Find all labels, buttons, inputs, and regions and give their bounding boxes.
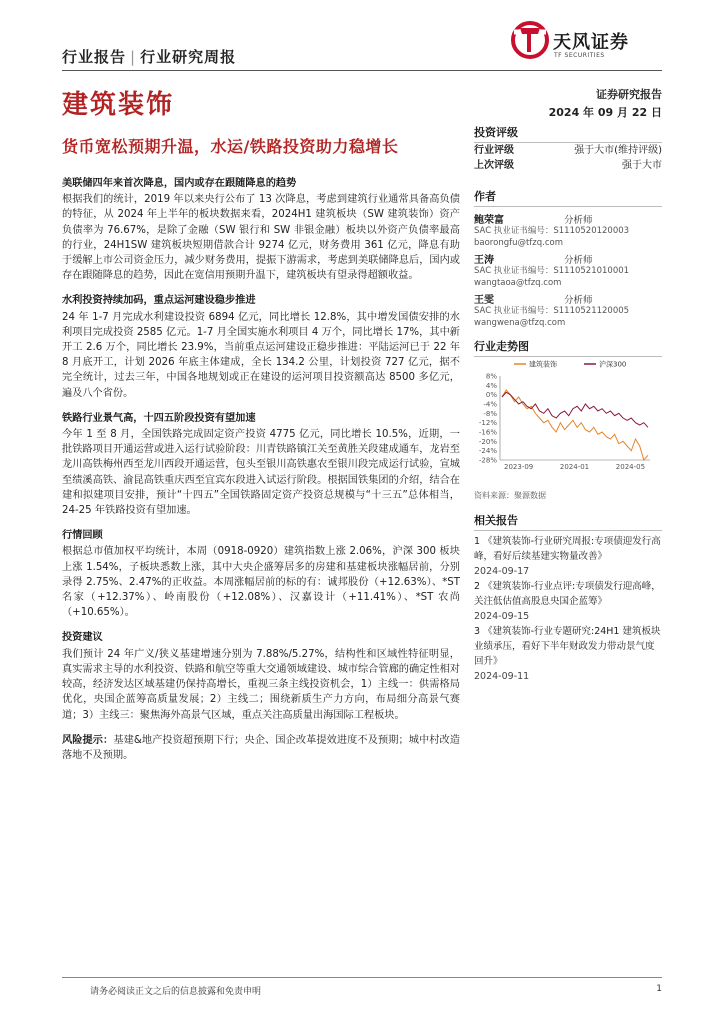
footer-divider: [62, 977, 662, 978]
authors-panel: [474, 188, 662, 329]
rating-panel: [474, 124, 662, 173]
section-heading: 铁路行业景气高，十四五阶段投资有望加速: [62, 412, 256, 424]
risk-label: 风险提示：: [62, 734, 114, 746]
trend-heading: 行业走势图: [474, 338, 662, 357]
rating-value: 强于大市: [622, 160, 662, 171]
industry-title: 建筑装饰: [62, 90, 175, 120]
author-cert: SAC 执业证书编号：S1110520120003: [474, 226, 630, 236]
section-fed-cut: [62, 176, 460, 283]
related-item-title[interactable]: 1 《建筑装饰-行业研究周报:专项债迎发行高峰，看好后续基建实物量改善》: [474, 536, 661, 562]
trend-chart: [474, 356, 662, 476]
crumb-report-subtype: 行业研究周报: [140, 48, 237, 66]
section-body: 我们预计 24 年广义/狭义基建增速分别为 7.88%/5.27%，结构性和区域性特征明显，真实需求主导的水利投资、铁路和航空等重大交通领域建设、城市综合管廊的确定性相对较高，经济发达区域基建仍保持高增长，重视三条主线投资机会，1）主线一：供需格局优化，央国企蓝筹高质量发展；2）主线二；围绕新质生产力方向，布局细分高景气赛道；3）主线三：聚焦海外高景气区域，重点关注高质量出海国际工程板块。: [62, 648, 460, 721]
related-item[interactable]: [474, 624, 662, 684]
logo-name: 天风证券: [553, 32, 629, 53]
series-line: [502, 390, 648, 460]
header-divider: [62, 70, 662, 71]
section-heading: 行情回顾: [62, 530, 103, 542]
y-tick-label: -24%: [478, 447, 497, 456]
y-tick-label: -20%: [478, 437, 497, 446]
rating-key: 上次评级: [474, 160, 514, 171]
trend-panel: [474, 338, 662, 357]
related-item-date: 2024-09-15: [474, 611, 530, 622]
chart-source: 资料来源：聚源数据: [474, 491, 546, 500]
related-item-title[interactable]: 3 《建筑装饰-行业专题研究:24H1 建筑板块业绩承压，看好下半年财政发力带动景气度回升》: [474, 626, 661, 667]
x-tick-label: 2024-01: [559, 463, 590, 471]
section-body: 根据总市值加权平均统计，本周（0918-0920）建筑指数上涨 2.06%，沪深 300 板块上涨 1.54%，子板块悉数上涨，其中大央企盛筹居多的房建和基建板块涨幅居前，分别录得 2.75%、2.47%的正收益。本周涨幅居前的标的有：诚邦股份（+12.63%）、*ST 名家（+12.37%）、岭南股份（+12.08%）、汉嘉设计（+11.41%）、*ST 农尚（+10.65%）。: [62, 546, 460, 619]
related-heading: 相关报告: [474, 512, 662, 531]
related-item[interactable]: [474, 579, 662, 624]
section-heading: 美联储四年来首次降息，国内或存在跟随降息的趋势: [62, 178, 297, 189]
author-card: [474, 211, 662, 249]
crumb-report-category: 行业报告: [62, 48, 127, 66]
y-tick-label: -12%: [478, 419, 497, 428]
report-title: 货币宽松预期升温，水运/铁路投资助力稳增长: [62, 137, 399, 156]
rating-heading: 投资评级: [474, 124, 662, 143]
author-name: 王涛: [474, 255, 494, 266]
x-tick-label: 2024-05: [615, 463, 646, 471]
section-heading: 投资建议: [62, 632, 103, 644]
logo-english: TF SECURITIES: [554, 52, 605, 59]
section-body: 根据我们的统计，2019 年以来央行公布了 13 次降息，考虑到建筑行业通常具备高负债的特征，从 2024 年上半年的板块数据来看，2024H1 建筑板块（SW 建筑装饰）资产负债率为 76.67%，是除了金融（SW 银行和 SW 非银金融）板块以外资产负债率最高的行业，24H1SW 建筑板块短期借款合计 9274 亿元，财务费用 361 亿元，降息有助于缓解上市公司资金压力，减少财务费用，提振下游需求，考虑到美联储降息后，国内或存在跟随降息的趋势，因此在宽信用预期升温下，建筑板块有望录得超额收益。: [62, 194, 460, 282]
related-item-date: 2024-09-11: [474, 671, 530, 682]
section-heading: 水利投资持续加码，重点运河建设稳步推进: [62, 295, 256, 307]
author-name: 王雯: [474, 295, 494, 306]
series-line: [502, 392, 648, 427]
page-number: 1: [656, 984, 662, 994]
author-cert: SAC 执业证书编号：S1110521010001: [474, 266, 630, 276]
report-date: 2024 年 09 月 22 日: [548, 106, 662, 119]
author-role: 分析师: [564, 215, 593, 226]
risk-warning: [62, 733, 460, 763]
company-logo: [508, 14, 668, 64]
rating-value: 强于大市(维持评级): [574, 145, 662, 156]
section-water-investment: [62, 293, 460, 400]
section-railway: [62, 411, 460, 518]
risk-body: 基建&地产投资超预期下行；央企、国企改革提效进度不及预期；城中村改造落地不及预期。: [62, 734, 460, 761]
x-tick-label: 2023-09: [504, 463, 534, 471]
section-investment-advice: [62, 630, 460, 722]
author-cert: SAC 执业证书编号：S1110521120005: [474, 306, 630, 316]
author-role: 分析师: [564, 295, 593, 306]
author-role: 分析师: [564, 255, 593, 266]
section-market-review: [62, 528, 460, 620]
logo-mark-icon: [508, 18, 552, 62]
crumb-separator: |: [130, 48, 137, 66]
author-card: [474, 251, 662, 289]
y-tick-label: 0%: [485, 391, 497, 400]
y-tick-label: -8%: [483, 409, 497, 418]
section-body: 今年 1 至 8 月，全国铁路完成固定资产投资 4775 亿元，同比增长 10.5%，近期，一批铁路项目开通运营或进入运行试验阶段：川青铁路镇江关至黄胜关段建成通车，龙岩至龙川高铁梅州西至龙川西段开通运营，包头至银川高铁惠农至银川段完成运行试验，宣城至绩溪高铁、渝昆高铁重庆西至宜宾东段进入试运行阶段。根据国铁集团的介绍，结合在建和拟建项目安排，预计“十四五”全国铁路固定资产投资总规模与“十三五”总体相当，24-25 年铁路投资有望加速。: [62, 429, 460, 517]
rating-row-current: [474, 143, 662, 158]
report-type: 证券研究报告: [596, 88, 662, 101]
related-item[interactable]: [474, 534, 662, 579]
author-card: [474, 291, 662, 329]
author-email[interactable]: baorongfu@tfzq.com: [474, 237, 564, 248]
authors-heading: 作者: [474, 188, 662, 207]
author-name: 鲍荣富: [474, 215, 504, 226]
rating-key: 行业评级: [474, 145, 514, 156]
main-content: [62, 176, 460, 773]
y-tick-label: -4%: [483, 400, 497, 409]
author-email[interactable]: wangwena@tfzq.com: [474, 317, 566, 328]
y-tick-label: 8%: [485, 372, 497, 381]
y-tick-label: -16%: [478, 428, 497, 437]
related-item-title[interactable]: 2 《建筑装饰-行业点评:专项债发行迎高峰，关注低估值高股息央国企蓝筹》: [474, 581, 661, 607]
related-item-date: 2024-09-17: [474, 566, 530, 577]
y-tick-label: -28%: [478, 456, 497, 465]
author-email[interactable]: wangtaoa@tfzq.com: [474, 277, 562, 288]
footer-disclaimer: 请务必阅读正文之后的信息披露和免责申明: [90, 987, 262, 997]
legend-label: 建筑装饰: [529, 360, 557, 369]
section-body: 24 年 1-7 月完成水利建设投资 6894 亿元，同比增长 12.8%，其中增发国债安排的水利项目完成投资 2585 亿元。1-7 月全国实施水利项目 4 万个，同比增长 17%，其中新开工 2.6 万个，同比增长 23.9%，当前重点运河建设正稳步推进：平陆运河已于 22 年 8 月底开工，计划 2026 年底主体建成，全长 134.2 公里，计划投资 727 亿元，据不完全统计，过去三年，中国各地规划或正在建设的运河项目投资额高达 8500 多亿元，遍及八个省份。: [62, 311, 460, 399]
legend-label: 沪深300: [599, 360, 627, 369]
breadcrumb: [62, 46, 236, 67]
rating-row-previous: [474, 158, 662, 173]
y-tick-label: 4%: [485, 381, 497, 390]
related-panel: [474, 512, 662, 684]
related-list: [474, 534, 662, 684]
